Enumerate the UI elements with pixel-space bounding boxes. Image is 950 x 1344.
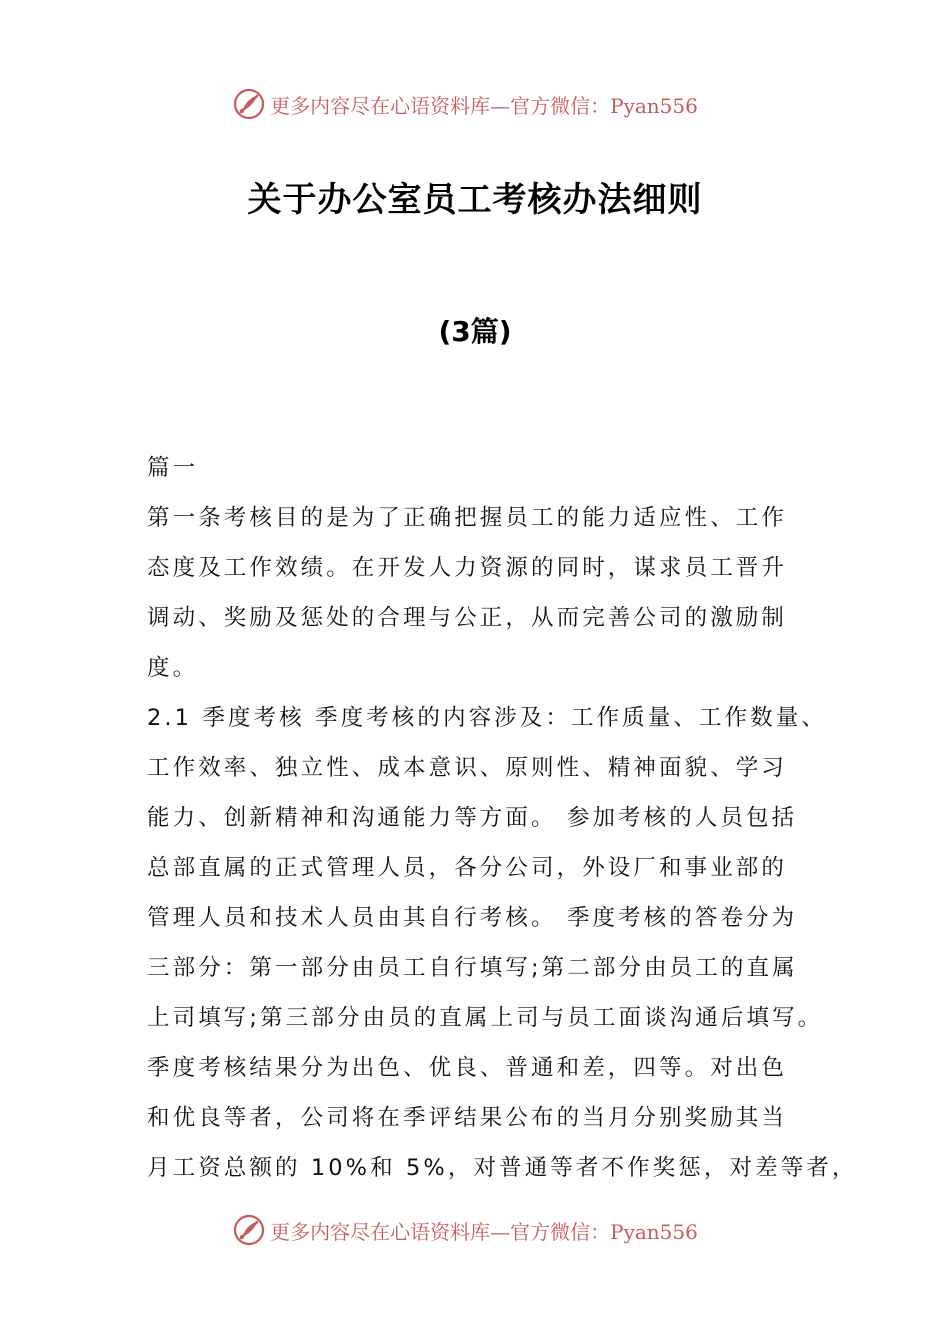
body-line: 总部直属的正式管理人员，各分公司，外设厂和事业部的 (147, 855, 788, 881)
quill-logo-icon (232, 1213, 266, 1247)
watermark-footer (0, 1210, 950, 1250)
body-line: 管理人员和技术人员由其自行考核。 季度考核的答卷分为 (147, 905, 798, 931)
body-line: 季度考核结果分为出色、优良、普通和差，四等。对出色 (147, 1055, 788, 1081)
watermark-text: 更多内容尽在心语资料库—官方微信：Pyan556 (270, 1219, 698, 1244)
body-line: 篇一 (147, 455, 199, 481)
body-line: 度。 (147, 655, 199, 681)
document-title: 关于办公室员工考核办法细则 (247, 180, 703, 220)
watermark-header (0, 84, 950, 124)
body-line: 能力、创新精神和沟通能力等方面。 参加考核的人员包括 (147, 805, 798, 831)
body-line: 月工资总额的 10%和 5%，对普通等者不作奖惩，对差等者， (147, 1155, 858, 1181)
body-line: 工作效率、独立性、成本意识、原则性、精神面貌、学习 (147, 755, 788, 781)
watermark-text: 更多内容尽在心语资料库—官方微信：Pyan556 (270, 93, 698, 118)
body-line: 三部分：第一部分由员工自行填写;第二部分由员工的直属 (147, 955, 798, 981)
body-line: 上司填写;第三部分由员的直属上司与员工面谈沟通后填写。 (147, 1005, 824, 1031)
body-line: 态度及工作效绩。在开发人力资源的同时，谋求员工晋升 (147, 555, 788, 581)
document-body (147, 443, 858, 1193)
body-line: 第一条考核目的是为了正确把握员工的能力适应性、工作 (147, 505, 788, 531)
quill-logo-icon (232, 87, 266, 121)
document-subtitle: (3篇) (438, 315, 512, 348)
body-line: 2.1 季度考核 季度考核的内容涉及：工作质量、工作数量、 (147, 705, 827, 731)
body-line: 调动、奖励及惩处的合理与公正，从而完善公司的激励制 (147, 605, 788, 631)
body-line: 和优良等者，公司将在季评结果公布的当月分别奖励其当 (147, 1105, 788, 1131)
